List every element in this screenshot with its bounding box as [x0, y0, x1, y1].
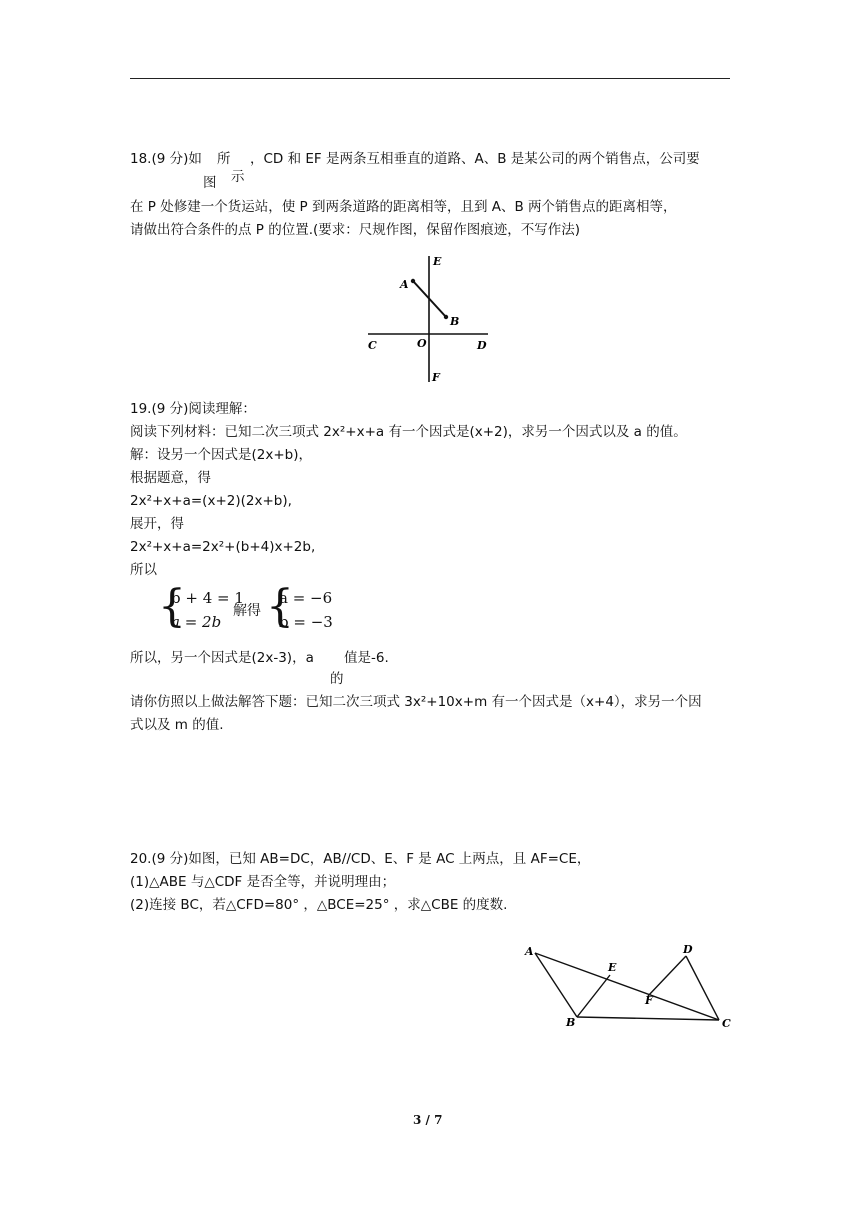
system2-eq2: b = −3: [279, 613, 333, 631]
label-a: A: [400, 278, 409, 291]
label-d: D: [683, 943, 693, 956]
q19-line8-end: 值是-6.: [344, 650, 389, 666]
q20-line1: 20.(9 分)如图，已知 AB=DC，AB//CD、E、F 是 AC 上两点，且 AF=CE，: [130, 851, 591, 867]
system2-eq1: a = −6: [279, 589, 333, 607]
q19-line8-sub: 的: [330, 671, 344, 687]
system2-brace: {: [266, 581, 294, 632]
segment-be: [577, 975, 610, 1017]
q20-figure: [520, 940, 735, 1035]
q20-line2: (1)△ABE 与△CDF 是否全等，并说明理由；: [130, 874, 396, 890]
system1-eq2: a = 2b: [171, 613, 222, 631]
q19-line8-start: 所以，另一个因式是(2x-3)，a: [130, 650, 314, 666]
q20-line3: (2)连接 BC，若△CFD=80° ，△BCE=25° ，求△CBE 的度数.: [130, 897, 508, 913]
q19-line9: 请你仿照以上做法解答下题：已知二次三项式 3x²+10x+m 有一个因式是（x+4），求另一个因: [130, 694, 702, 710]
label-c: C: [368, 339, 377, 352]
label-d: D: [477, 339, 487, 352]
q19-line3: 根据题意，得: [130, 470, 211, 486]
point-b: [444, 315, 448, 319]
system1-brace: {: [158, 581, 186, 632]
page-number: 3 / 7: [413, 1113, 443, 1127]
q19-title: 19.(9 分)阅读理解：: [130, 401, 256, 417]
q19-line4: 2x²+x+a=(x+2)(2x+b),: [130, 493, 292, 509]
point-a: [411, 279, 415, 283]
label-e: E: [433, 255, 442, 268]
q19-line5: 展开，得: [130, 516, 184, 532]
label-e: E: [608, 961, 617, 974]
q18-sub-shi: 示: [231, 169, 245, 185]
label-f: F: [645, 994, 653, 1007]
segment-fd: [648, 956, 686, 996]
label-c: C: [722, 1017, 731, 1030]
label-b: B: [566, 1016, 576, 1029]
header-rule: [130, 78, 730, 79]
q18-line1-start: 18.(9 分)如: [130, 151, 202, 167]
q18-line1-rest: ，CD 和 EF 是两条互相垂直的道路、A、B 是某公司的两个销售点，公司要: [250, 151, 700, 167]
label-f: F: [432, 371, 440, 384]
q18-figure: [360, 250, 500, 390]
segment-ac: [535, 953, 719, 1020]
q19-line1: 阅读下列材料：已知二次三项式 2x²+x+a 有一个因式是(x+2)，求另一个因式以及 a 的值。: [130, 424, 687, 440]
q18-sub-tu: 图: [203, 175, 217, 191]
q19-line7: 所以: [130, 562, 157, 578]
system1-eq1: b + 4 = 1: [171, 589, 244, 607]
segment-ab: [535, 953, 577, 1017]
q19-line10: 式以及 m 的值.: [130, 717, 224, 733]
label-o: O: [417, 337, 427, 350]
q19-line2: 解：设另一个因式是(2x+b)，: [130, 447, 312, 463]
label-b: B: [450, 315, 460, 328]
q18-line3: 请做出符合条件的点 P 的位置.(要求：尺规作图，保留作图痕迹，不写作法): [130, 222, 581, 238]
solve-word: 解得: [233, 603, 261, 619]
label-a: A: [525, 945, 534, 958]
segment-bc: [577, 1017, 719, 1020]
q18-line1-suo: 所: [217, 151, 231, 167]
q18-line2: 在 P 处修建一个货运站，使 P 到两条道路的距离相等，且到 A、B 两个销售点的距离相等，: [130, 199, 677, 215]
q19-line6: 2x²+x+a=2x²+(b+4)x+2b,: [130, 539, 316, 555]
